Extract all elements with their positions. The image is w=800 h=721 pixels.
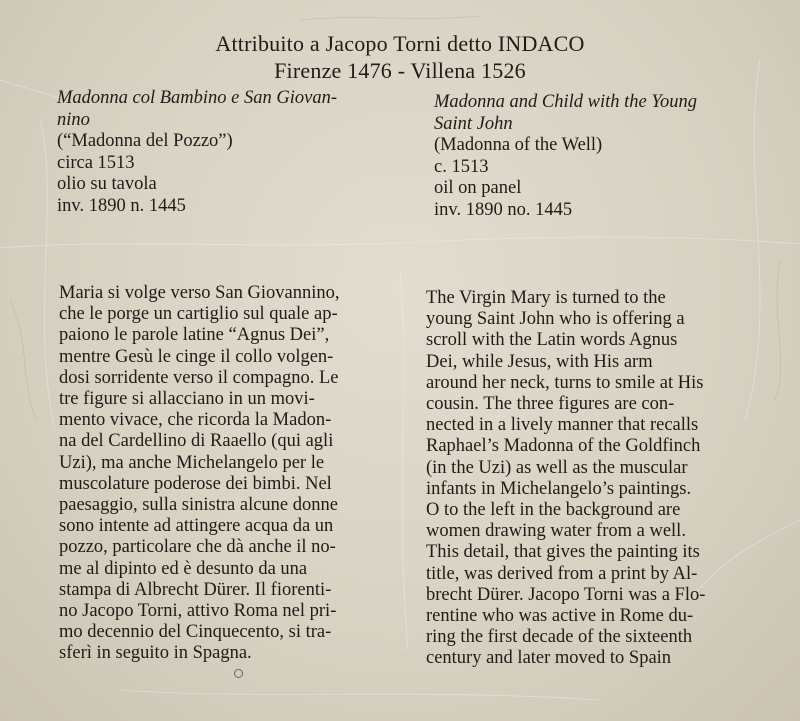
text-line: brecht Dürer. Jacopo Torni was a Flo- [426, 584, 706, 605]
text-line: Uzi), ma anche Michelangelo per le [59, 452, 325, 473]
text-line: mo decennio del Cinquecento, si tra- [59, 622, 332, 643]
italian-caption [57, 88, 397, 217]
text-line: scroll with the Latin words Agnus [426, 330, 678, 351]
english-subtitle: (Madonna of the Well) [434, 135, 603, 155]
text-line: rentine who was active in Rome du- [426, 606, 694, 627]
text-line: The Virgin Mary is turned to the [426, 288, 666, 308]
english-title-line1: Madonna and Child with the Young [434, 92, 697, 112]
artist-attribution: Attribuito a Jacopo Torni detto INDACO [215, 31, 585, 56]
text-line: sono intente ad attingere acqua da un [59, 516, 334, 537]
text-line: no Jacopo Torni, attivo Roma nel pri- [59, 601, 337, 622]
text-line: dosi sorridente verso il compagno. Le [59, 367, 339, 388]
italian-medium: olio su tavola [57, 174, 157, 194]
english-description [426, 288, 760, 670]
text-line: mento vivace, che ricorda la Madon- [59, 410, 332, 431]
text-line: tre figure si allacciano in un movi- [59, 389, 315, 410]
italian-title-line2: nino [57, 109, 90, 130]
text-line: infants in Michelangelo’s paintings. [426, 478, 692, 499]
text-line: women drawing water from a well. [426, 521, 686, 542]
screw-hole-mark [234, 669, 243, 678]
text-line: cousin. The three figures are con- [426, 394, 675, 415]
italian-date: circa 1513 [57, 152, 135, 173]
artist-header [0, 30, 800, 84]
artist-dates: Firenze 1476 - Villena 1526 [274, 58, 526, 83]
italian-inventory: inv. 1890 n. 1445 [57, 195, 186, 216]
text-line: stampa di Albrecht Dürer. Il fiorenti- [59, 579, 332, 600]
english-date: c. 1513 [434, 156, 489, 177]
english-medium: oil on panel [434, 178, 522, 198]
text-line: This detail, that gives the painting its [426, 542, 700, 563]
text-line: sferì in seguito in Spagna. [59, 643, 252, 664]
english-caption [434, 92, 774, 221]
text-line: young Saint John who is offering a [426, 309, 685, 330]
text-line: title, was derived from a print by Al- [426, 563, 698, 584]
text-line: around her neck, turns to smile at His [426, 372, 704, 393]
text-line: paesaggio, sulla sinistra alcune donne [59, 495, 338, 516]
text-line: paiono le parole latine “Agnus Dei”, [59, 325, 330, 346]
english-inventory: inv. 1890 no. 1445 [434, 199, 573, 220]
text-line: Dei, while Jesus, with His arm [426, 351, 653, 372]
english-title-line2: Saint John [434, 113, 513, 134]
text-line: pozzo, particolare che dà anche il no- [59, 537, 336, 558]
text-line: nected in a lively manner that recalls [426, 415, 699, 436]
text-line: O to the left in the background are [426, 500, 681, 521]
text-line: na del Cardellino di Raaello (qui agli [59, 431, 334, 452]
italian-description [59, 283, 387, 665]
text-line: mentre Gesù le cinge il collo volgen- [59, 346, 334, 367]
italian-title-line1: Madonna col Bambino e San Giovan- [57, 88, 338, 108]
text-line: (in the Uzi) as well as the muscular [426, 457, 688, 478]
text-line: Maria si volge verso San Giovannino, [59, 283, 340, 303]
text-line: ring the first decade of the sixteenth [426, 627, 693, 648]
text-line: che le porge un cartiglio sul quale ap- [59, 304, 338, 325]
italian-subtitle: (“Madonna del Pozzo”) [57, 131, 233, 151]
text-line: century and later moved to Spain [426, 648, 672, 669]
text-line: muscolature poderose dei bimbi. Nel [59, 473, 332, 494]
text-line: Raphael’s Madonna of the Goldfinch [426, 436, 701, 457]
text-line: me al dipinto ed è desunto da una [59, 558, 308, 579]
